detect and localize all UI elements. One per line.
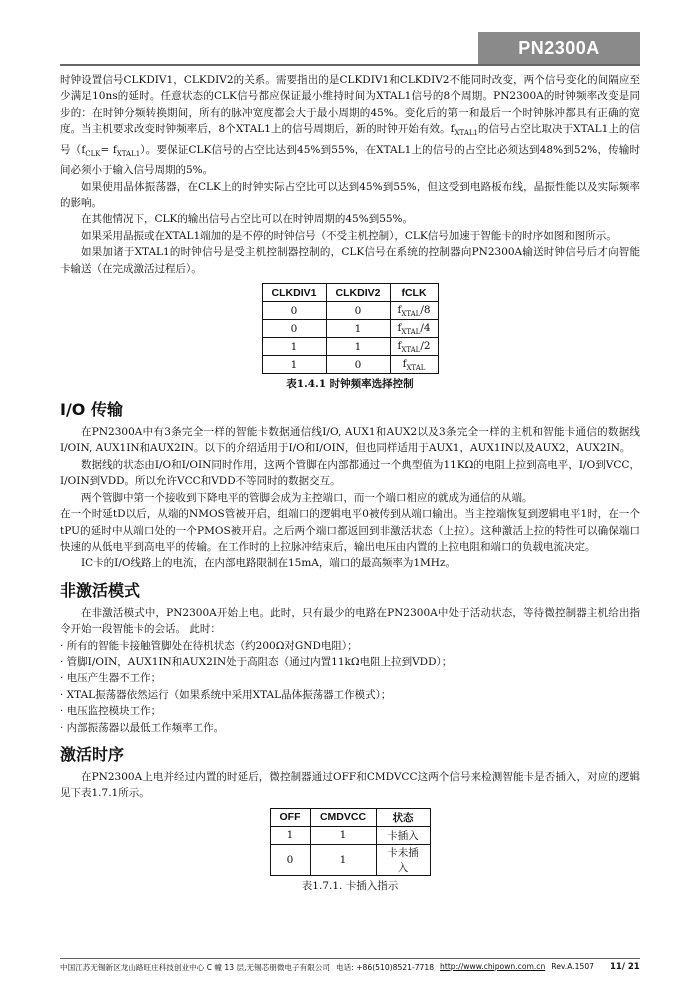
list-item: · 电压产生器不工作； <box>60 672 162 685</box>
table-header-cell: OFF <box>270 808 310 826</box>
table-row <box>270 844 430 875</box>
table-cell: 卡插入 <box>376 826 430 844</box>
table-header-cell: fCLK <box>390 284 438 302</box>
table-row <box>270 826 430 844</box>
table-row <box>262 320 438 338</box>
paragraph-io-master: 两个管脚中第一个接收到下降电平的管脚会成为主控端口，而一个端口相应的就成为通信的从端。 <box>81 491 533 504</box>
list-item: · 管脚I/OIN，AUX1IN和AUX2IN处于高阻态（通过内置11kΩ电阻上拉到VDD）； <box>60 655 453 668</box>
formula-f: f <box>397 303 402 316</box>
list-item: · 内部振荡器以最低工作频率工作。 <box>60 721 225 734</box>
table-caption: 表1.7.1. 卡插入指示 <box>301 879 399 892</box>
formula-subscript: CLK <box>85 149 101 158</box>
table-cell: 1 <box>310 844 376 875</box>
table-cell: 1 <box>326 338 390 356</box>
table-cell: 卡未插入 <box>376 844 430 875</box>
paragraph-crystal-duty: 如果使用晶体振荡器，在CLK上的时钟实际占空比可以达到45%到55%，但这受到电路板布线，晶振性能以及实际频率的影响。 <box>60 180 640 210</box>
formula-f: f <box>397 321 402 334</box>
paragraph-clock-relation <box>60 72 640 179</box>
table-cell: 0 <box>326 302 390 320</box>
formula-text: /2 <box>420 339 431 352</box>
table-header-row <box>262 284 438 302</box>
paragraph-text: 时钟设置信号CLKDIV1，CLKDIV2的关系。需要指出的是CLKDIV1和CLKDIV2不能同时改变，两个信号变化的间隔应至少满足10ns的延时。任意状态的CLK信号都应保证最小维持时间为XTAL1信号的8个周期。PN2300A的时钟频率改变是同步的：在时钟分频转换期间，所有的脉冲宽度都会大于最小周期的45%。变化后的第一和最后一个时钟脉冲都具有正确的宽度。当主机要求改变时钟频率后，8个XTAL1上的信号周期后，新的时钟开始有效。 <box>60 74 640 136</box>
table-row <box>262 302 438 320</box>
table-row <box>262 338 438 356</box>
formula-text: /4 <box>420 321 431 334</box>
formula-subscript: XTAL1 <box>454 129 478 138</box>
paragraph-io-state: 数据线的状态由I/O和I/OIN同时作用，这两个管脚在内部都通过一个典型值为11KΩ的电阻上拉到高电平，I/O到VCC，I/OIN到VDD。所以允许VCC和VDD不等同时的数据交互。 <box>60 458 640 488</box>
table-cell <box>390 320 438 338</box>
section-title-inactive: 非激活模式 <box>60 580 141 600</box>
page-number: 11/ 21 <box>610 962 640 972</box>
table-cell: 0 <box>262 320 326 338</box>
list-item: · XTAL振荡器依然运行（如果系统中采用XTAL晶体振荡器工作模式）； <box>60 688 392 701</box>
paragraph-io-current: IC卡的I/O线路上的电流，在内部电路限制在15mA，端口的最高频率为1MHz。 <box>81 557 456 570</box>
formula-text: /8 <box>420 303 431 316</box>
table-cell: 1 <box>262 356 326 374</box>
formula-f: f <box>402 357 407 370</box>
footer-revision: Rev.A.1507 <box>551 962 594 971</box>
footer-divider <box>60 958 640 959</box>
section-title-io: I/O 传输 <box>60 400 123 420</box>
paragraph-text: 的信号占空比取决于XTAL1上的信号（f <box>60 123 640 156</box>
formula-subscript: XTAL1 <box>116 149 141 158</box>
paragraph-inactive-intro: 在非激活模式中，PN2300A开始上电。此时，只有最少的电路在PN2300A中处于活动状态，等待微控制器主机给出指令开始一段智能卡的会话。 此时： <box>60 606 640 636</box>
formula-f: f <box>450 123 455 136</box>
footer-phone: 电话: +86(510)8521-7718 <box>336 963 435 972</box>
table-cell <box>390 302 438 320</box>
paragraph-text: ）。要保证CLK信号的占空比达到45%到55%，在XTAL1上的信号的占空比必须达到48%到52%，传输时间必须小于输入信号周期的5%。 <box>60 143 641 177</box>
document-model-badge: PN2300A <box>478 32 640 64</box>
table-header-cell: CLKDIV1 <box>262 284 326 302</box>
formula-subscript: XTAL <box>401 327 421 336</box>
table-caption: 表1.4.1 时钟频率选择控制 <box>286 378 414 391</box>
paragraph-other-cases: 在其他情况下，CLK的输出信号占空比可以在时钟周期的45%到55%。 <box>81 213 414 226</box>
table-row <box>262 356 438 374</box>
paragraph-io-delay: 在一个时延tD以后，从端的NMOS管被开启，组端口的逻辑电平0被传到从端口输出。当主控端恢复到逻辑电平1时，在一个tPU的延时中从端口处的一个PMOS被开启。之后两个端口都返回到非激活状态（上拉）。这种激活上拉的特性可以确保端口快速的从低电平到高电平的传输。在工作时的上拉脉冲结束后，输出电压由内置的上拉电阻和端口的负载电流决定。 <box>60 508 640 553</box>
table-cell <box>390 338 438 356</box>
header-divider <box>60 64 640 66</box>
table-header-row <box>270 808 430 826</box>
paragraph-host-controlled: 如果加诸于XTAL1的时钟信号是受主机控制器控制的，CLK信号在系统的控制器向PN2300A输送时钟信号后才向智能卡输送（在完成激活过程后）。 <box>60 246 640 275</box>
table-cell: 1 <box>270 826 310 844</box>
formula-subscript: XTAL <box>401 345 421 354</box>
list-item: · 所有的智能卡接触管脚处在待机状态（约200Ω对GND电阻）； <box>60 639 358 652</box>
clock-frequency-table <box>262 283 439 374</box>
table-header-cell: 状态 <box>376 808 430 826</box>
formula-text: = f <box>100 143 117 156</box>
document-body <box>60 72 640 893</box>
footer-address: 中国江苏无锡新区龙山路旺庄科技创业中心 C 幢 13 层,无锡芯朋微电子有限公司 <box>60 963 331 972</box>
section-title-activation: 激活时序 <box>60 744 125 764</box>
table-cell: 0 <box>326 356 390 374</box>
table-header-cell: CMDVCC <box>310 808 376 826</box>
table-cell: 0 <box>262 302 326 320</box>
table-cell: 1 <box>326 320 390 338</box>
paragraph-crystal-timing: 如果采用晶振或在XTAL1端加的是不停的时钟信号（不受主机控制），CLK信号加速于智能卡的时序如图和图所示。 <box>81 229 617 242</box>
paragraph-activation: 在PN2300A上电并经过内置的时延后，微控制器通过OFF和CMDVCC这两个信号来检测智能卡是否插入，对应的逻辑见下表1.7.1所示。 <box>60 770 640 800</box>
page-footer <box>60 962 640 973</box>
card-insert-table <box>270 808 431 876</box>
footer-website-link[interactable]: http://www.chipown.com.cn <box>440 962 546 971</box>
formula-subscript: XTAL <box>401 309 421 318</box>
table-cell: 0 <box>270 844 310 875</box>
table-header-cell: CLKDIV2 <box>326 284 390 302</box>
table-cell: 1 <box>310 826 376 844</box>
table-cell: 1 <box>262 338 326 356</box>
formula-subscript: XTAL <box>406 363 426 372</box>
formula-f: f <box>397 339 402 352</box>
list-item: · 电压监控模块工作； <box>60 705 162 718</box>
table-cell <box>390 356 438 374</box>
paragraph-io-lines: 在PN2300A中有3条完全一样的智能卡数据通信线I/O, AUX1和AUX2以及3条完全一样的主机和智能卡通信的数据线I/OIN, AUX1IN和AUX2IN。以下的介绍适用于I/O和I/OIN，但也同样适用于AUX1，AUX1IN以及AUX2，AUX2IN。 <box>60 426 640 455</box>
